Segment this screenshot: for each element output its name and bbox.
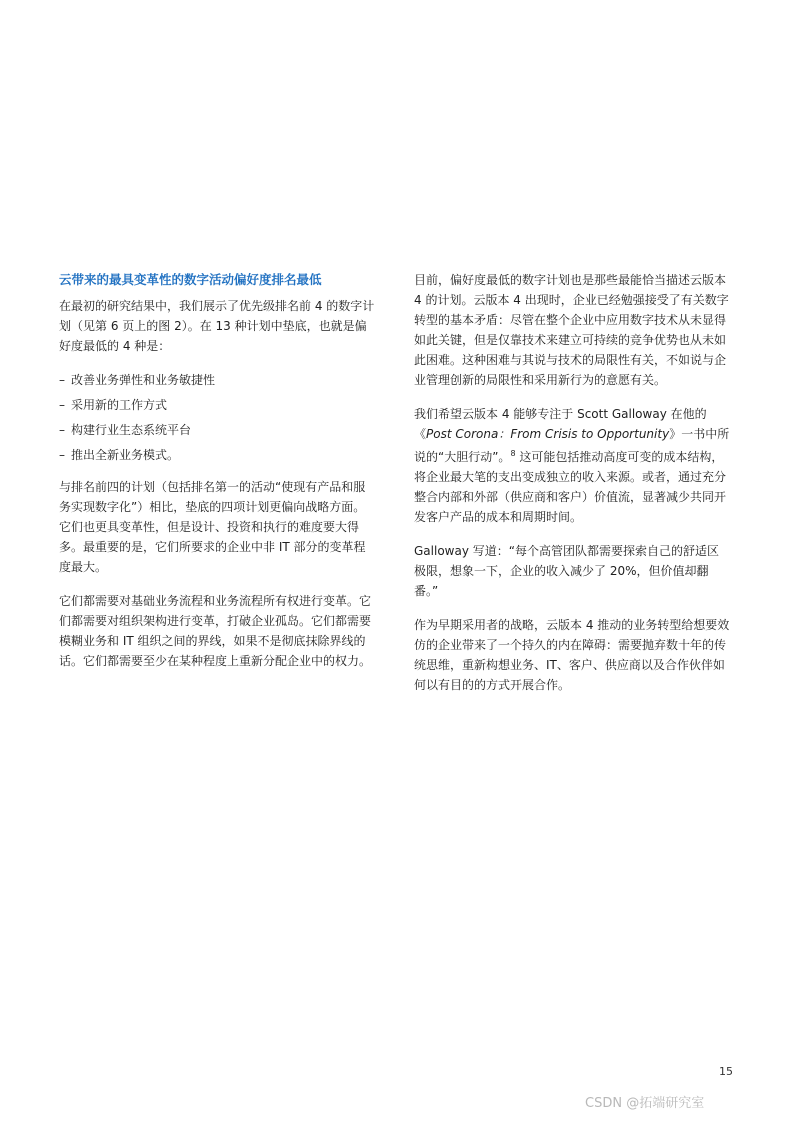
- list-item: – 改善业务弹性和业务敏捷性: [59, 373, 216, 387]
- intro-paragraph: 在最初的研究结果中，我们展示了优先级排名前 4 的数字计划（见第 6 页上的图 2）。在 13 种计划中垫底，也就是偏好度最低的 4 种是：: [59, 299, 375, 353]
- quote-paragraph: Galloway 写道：“每个高管团队都需要探索自己的舒适区极限，想象一下，企业的收入减少了 20%，但价值却翻番。”: [414, 544, 719, 598]
- galloway-paragraph: 我们希望云版本 4 能够专注于 Scott Galloway 在他的《Post Corona：From Crisis to Opportunity》一书中所说的“大胆行动”。$^8$ 这可能包括推动高度可变的成本结构，将企业最大笔的支出变成独立的收入来源。或者，通过充分整合内部和外部（供应商和客户）价值流，显著减少共同开发客户产品的成本和周期时间。: [414, 407, 730, 524]
- requirements-paragraph: 它们都需要对基础业务流程和业务流程所有权进行变革。它们都需要对组织架构进行变革，打破企业孤岛。它们都需要模糊业务和 IT 组织之间的界线，如果不是彻底抹除界线的话。它们都需要至少在某种程度上重新分配企业中的权力。: [59, 594, 372, 668]
- footnote-ref[interactable]: 8: [510, 449, 516, 458]
- strategy-paragraph: 作为早期采用者的战略，云版本 4 推动的业务转型给想要效仿的企业带来了一个持久的内在障碍：需要抛弃数十年的传统思维，重新构想业务、IT、客户、供应商以及合作伙伴如何以有目的的方式开展合作。: [414, 618, 730, 692]
- watermark: CSDN @拓端研究室: [585, 1096, 705, 1111]
- right-column: [414, 270, 730, 709]
- book-title: Post Corona：From Crisis to Opportunity: [426, 427, 670, 441]
- list-item: – 构建行业生态系统平台: [59, 423, 192, 437]
- page-number: 15: [719, 1065, 733, 1078]
- initiative-list: [59, 370, 375, 465]
- comparison-paragraph: 与排名前四的计划（包括排名第一的活动“使现有产品和服务实现数字化”）相比，垫底的四项计划更偏向战略方面。它们也更具变革性，但是设计、投资和执行的难度要大得多。最重要的是，它们所要求的企业中非 IT 部分的变革程度最大。: [59, 480, 366, 574]
- section-heading: 云带来的最具变革性的数字活动偏好度排名最低: [59, 272, 322, 287]
- list-item: – 采用新的工作方式: [59, 398, 168, 412]
- list-item: – 推出全新业务模式。: [59, 448, 180, 462]
- cloud-v4-paragraph: 目前，偏好度最低的数字计划也是那些最能恰当描述云版本 4 的计划。云版本 4 出现时，企业已经勉强接受了有关数字转型的基本矛盾：尽管在整个企业中应用数字技术从未显得如此关键，但是仅靠技术来建立可持续的竞争优势也从未如此困难。这种困难与其说与技术的局限性有关，不如说与企业管理创新的局限性和采用新行为的意愿有关。: [414, 273, 729, 387]
- left-column: [59, 270, 375, 685]
